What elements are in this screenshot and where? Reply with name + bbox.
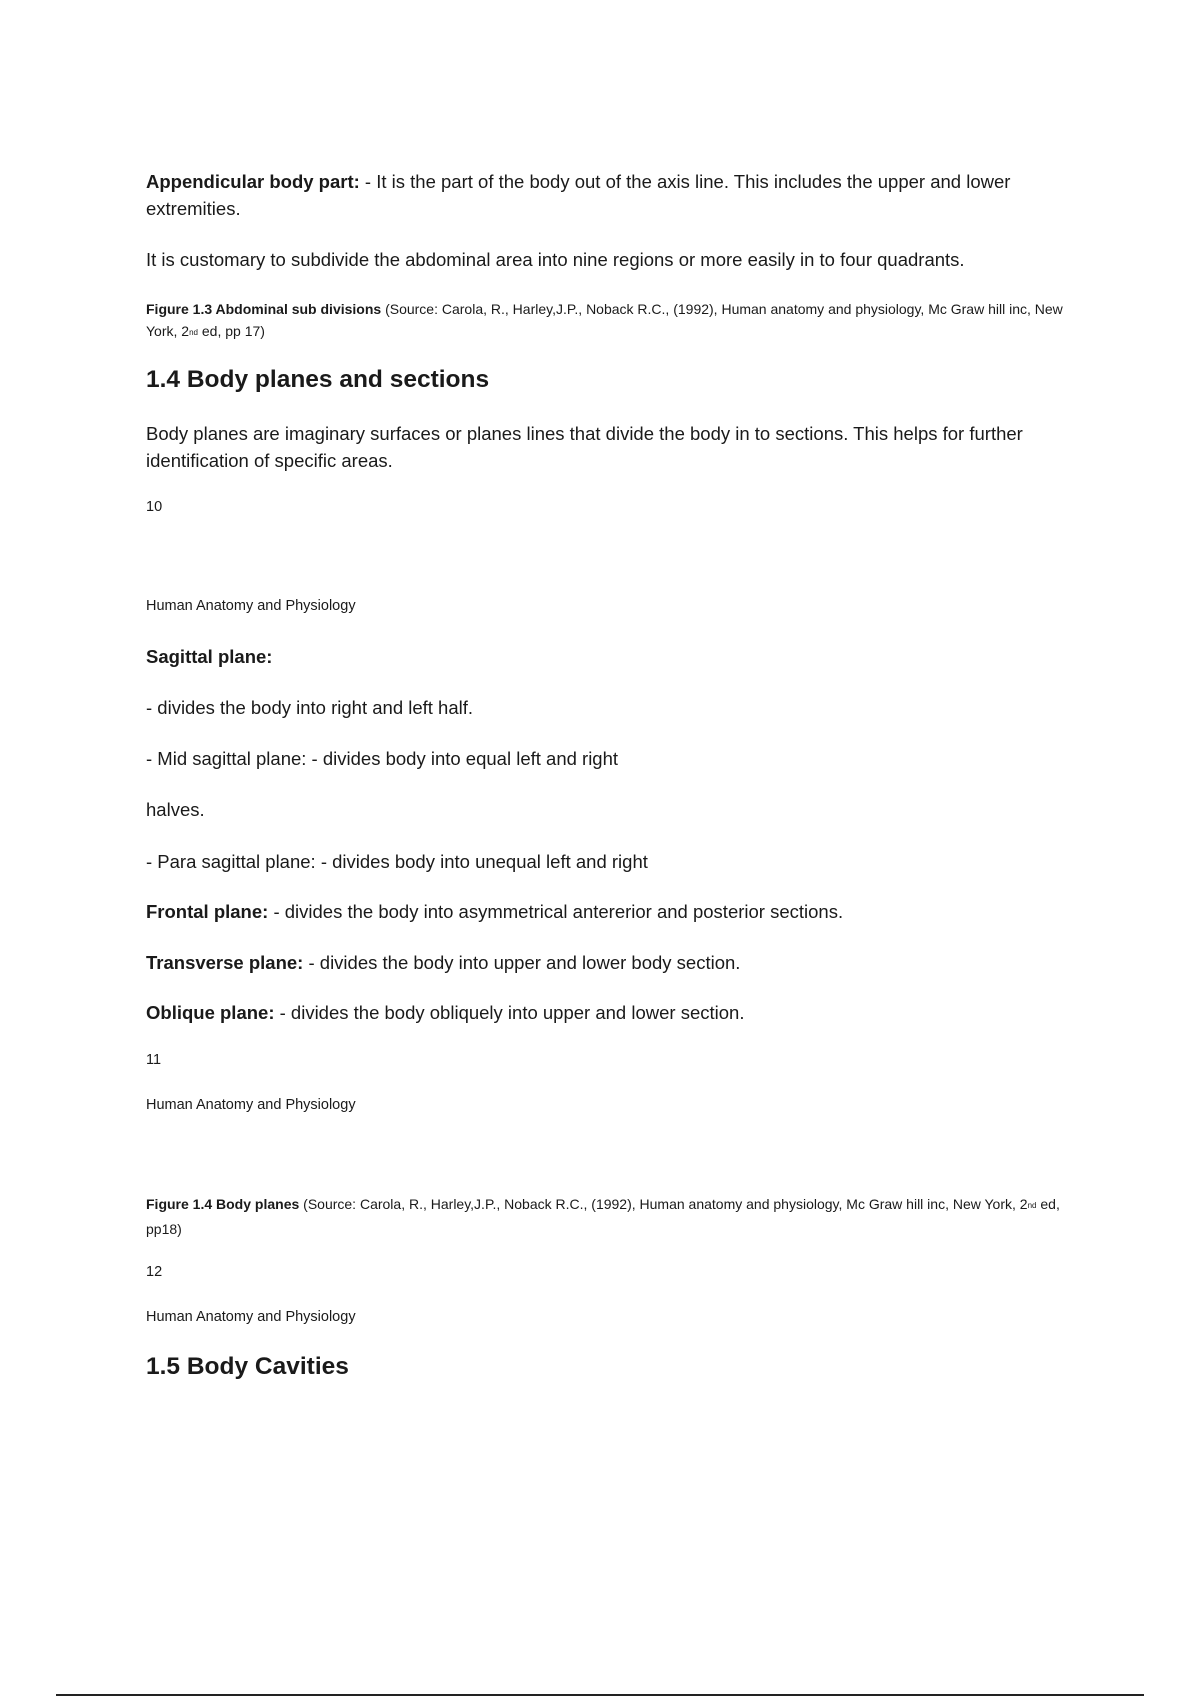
body-planes-intro: Body planes are imaginary surfaces or planes lines that divide the body in to sections. This helps for further identification of specific areas. [146,423,1023,471]
sagittal-desc: - divides the body into right and left half. [146,697,474,718]
figure-1-4-caption [146,1193,1096,1240]
running-header: Human Anatomy and Physiology [146,1309,356,1325]
para-sagittal-desc: - Para sagittal plane: - divides body into unequal left and right [146,851,648,872]
sagittal-label: Sagittal plane: [146,646,273,667]
page-number: 10 [146,499,163,515]
figure-1-3-source-end: ed, pp 17) [197,323,265,339]
page-number: 11 [146,1052,162,1068]
figure-1-3-ordinal: nd [189,328,198,337]
running-header: Human Anatomy and Physiology [146,598,356,614]
transverse-label: Transverse plane: [146,952,304,973]
section-1-4-heading: 1.4 Body planes and sections [146,366,490,393]
figure-1-3-label: Figure 1.3 Abdominal sub divisions [146,301,382,317]
figure-1-3-caption [146,298,1096,345]
figure-1-3-source: (Source: Carola, R., Harley,J.P., Noback R.C., (1992), Human anatomy and physiology, Mc Graw hill inc, New York, 2 [146,301,1063,339]
section-1-5-heading: 1.5 Body Cavities [146,1353,349,1380]
figure-1-4-ordinal: nd [1027,1201,1037,1210]
appendicular-text: - It is the part of the body out of the axis line. This includes the upper and lower extremities. [146,171,1011,219]
oblique-text: - divides the body obliquely into upper and lower section. [274,1002,745,1023]
appendicular-label: Appendicular body part: [146,171,360,192]
oblique-plane-paragraph [146,999,1096,1026]
frontal-text: - divides the body into asymmetrical antererior and posterior sections. [268,901,844,922]
transverse-plane-paragraph [146,949,1096,976]
sagittal-heading [146,643,1096,670]
mid-sagittal-desc: - Mid sagittal plane: - divides body into equal left and right [146,748,619,769]
page-number: 12 [146,1264,163,1280]
frontal-label: Frontal plane: [146,901,269,922]
appendicular-paragraph [146,168,1096,222]
abdominal-paragraph: It is customary to subdivide the abdominal area into nine regions or more easily in to four quadrants. [146,249,965,270]
oblique-label: Oblique plane: [146,1002,275,1023]
frontal-plane-paragraph [146,898,1096,925]
figure-1-4-source: (Source: Carola, R., Harley,J.P., Noback R.C., (1992), Human anatomy and physiology, Mc Graw hill inc, New York, 2 [299,1196,1028,1212]
mid-sagittal-cont: halves. [146,799,205,820]
transverse-text: - divides the body into upper and lower body section. [303,952,741,973]
running-header: Human Anatomy and Physiology [146,1097,356,1113]
page-bottom-rule [56,1694,1144,1696]
figure-1-4-label: Figure 1.4 Body planes [146,1196,300,1212]
figure-1-4-source-end: ed, pp18) [146,1196,1060,1237]
